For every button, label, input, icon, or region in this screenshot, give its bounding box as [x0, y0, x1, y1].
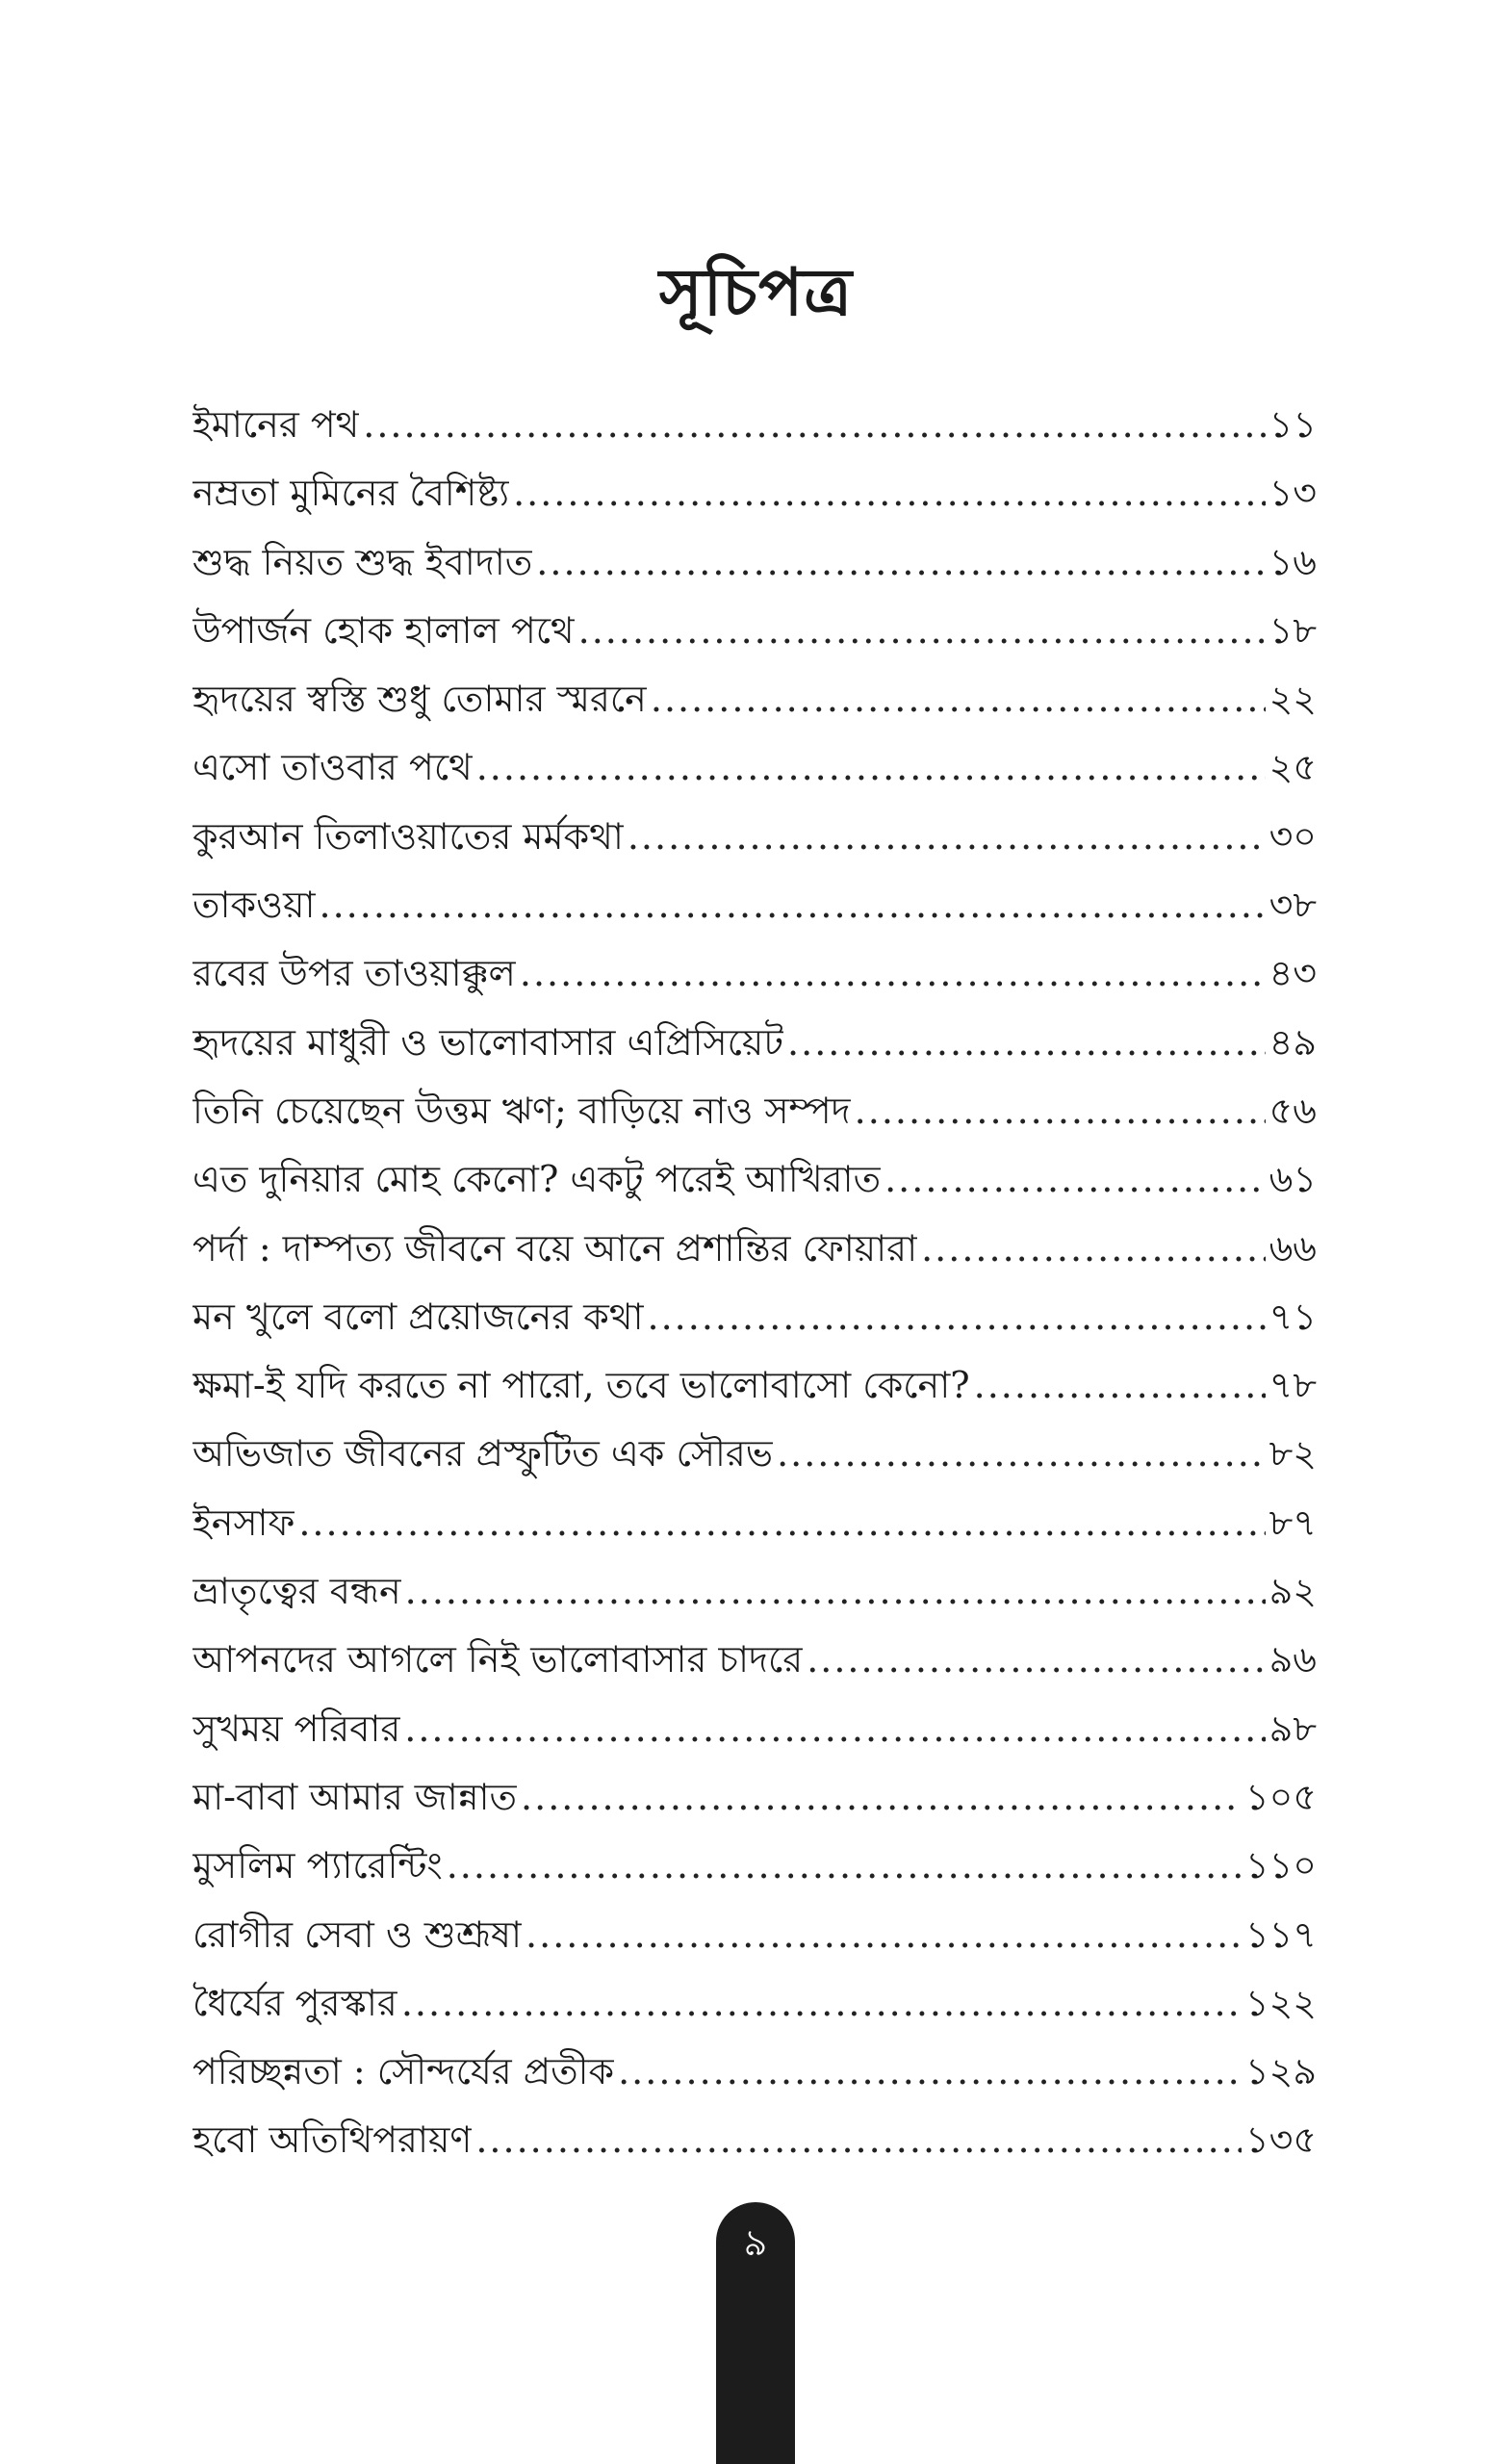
- dot-leader: [777, 1420, 1266, 1488]
- dot-leader: [447, 1832, 1242, 1900]
- toc-entry-page: ৭১: [1269, 1295, 1317, 1338]
- toc-entry-title: রবের উপর তাওয়াক্কুল: [192, 952, 516, 995]
- toc-entry-title: ইনসাফ: [192, 1501, 295, 1544]
- toc-entry: [192, 1901, 1317, 1969]
- dot-leader: [787, 1009, 1266, 1077]
- toc-entry-title: সুখময় পরিবার: [192, 1707, 401, 1750]
- toc-entry-page: ১৮: [1269, 608, 1317, 652]
- toc-entry-page: ৮২: [1269, 1432, 1317, 1476]
- toc-entry: [192, 597, 1317, 665]
- toc-entry-title: ধৈর্যের পুরস্কার: [192, 1981, 397, 2024]
- dot-leader: [320, 871, 1266, 939]
- toc-entry: [192, 1215, 1317, 1283]
- toc-entry-title: অভিজাত জীবনের প্রস্ফুটিত এক সৌরভ: [192, 1432, 774, 1476]
- toc-entry-page: ১৬: [1269, 540, 1317, 583]
- dot-leader: [513, 459, 1266, 527]
- toc-entry: [192, 1969, 1317, 2038]
- toc-entry: [192, 391, 1317, 459]
- dot-leader: [363, 391, 1265, 459]
- toc-entry: [192, 871, 1317, 939]
- dot-leader: [401, 1969, 1242, 2038]
- toc-entry-title: ইমানের পথ: [192, 403, 360, 446]
- toc-entry-page: ১৩: [1269, 472, 1317, 515]
- toc-entry: [192, 459, 1317, 527]
- dot-leader: [648, 1283, 1266, 1351]
- toc-entry: [192, 1351, 1317, 1420]
- toc-entry: [192, 803, 1317, 871]
- dot-leader: [521, 1763, 1242, 1832]
- toc-entry: [192, 1832, 1317, 1900]
- toc-entry-title: পর্দা : দাম্পত্য জীবনে বয়ে আনে প্রশান্তির ফোয়ারা: [192, 1226, 918, 1270]
- table-of-contents: [192, 391, 1317, 2175]
- toc-entry-page: ১৩৫: [1244, 2118, 1317, 2162]
- toc-entry-title: হৃদয়ের স্বস্তি শুধু তোমার স্মরনে: [192, 678, 647, 721]
- toc-entry-title: তাকওয়া: [192, 884, 316, 927]
- dot-leader: [475, 2106, 1242, 2174]
- dot-leader: [298, 1489, 1265, 1557]
- dot-leader: [536, 528, 1265, 597]
- dot-leader: [578, 597, 1266, 665]
- toc-entry: [192, 1763, 1317, 1832]
- toc-entry-title: আপনদের আগলে নিই ভালোবাসার চাদরে: [192, 1638, 804, 1681]
- toc-entry: [192, 665, 1317, 733]
- toc-entry: [192, 1145, 1317, 1214]
- toc-entry-title: শুদ্ধ নিয়ত শুদ্ধ ইবাদাত: [192, 540, 533, 583]
- dot-leader: [525, 1901, 1242, 1969]
- toc-entry-title: ভ্রাতৃত্বের বন্ধন: [192, 1570, 401, 1613]
- dot-leader: [651, 665, 1266, 733]
- toc-entry: [192, 1557, 1317, 1626]
- toc-entry-page: ৭৮: [1269, 1364, 1317, 1407]
- toc-entry-page: ১২২: [1244, 1981, 1317, 2024]
- toc-entry-page: ৫৬: [1269, 1089, 1317, 1132]
- toc-entry-page: ৪৩: [1269, 952, 1317, 995]
- toc-entry-page: ৮৭: [1269, 1501, 1317, 1544]
- toc-entry-page: ২৫: [1269, 746, 1317, 789]
- toc-entry-page: ৯২: [1269, 1570, 1317, 1613]
- toc-entry: [192, 939, 1317, 1008]
- dot-leader: [884, 1145, 1266, 1214]
- toc-entry: [192, 528, 1317, 597]
- toc-entry-title: মা-বাবা আমার জান্নাত: [192, 1775, 518, 1818]
- toc-entry-page: ৪৯: [1269, 1020, 1317, 1064]
- toc-entry: [192, 1695, 1317, 1763]
- toc-entry-title: উপার্জন হোক হালাল পথে: [192, 608, 575, 652]
- toc-entry-title: হবো অতিথিপরায়ণ: [192, 2118, 473, 2162]
- dot-leader: [974, 1351, 1266, 1420]
- toc-entry-page: ১১০: [1244, 1844, 1317, 1887]
- toc-entry-page: ৬৬: [1269, 1226, 1317, 1270]
- toc-entry-title: তিনি চেয়েছেন উত্তম ঋণ; বাড়িয়ে নাও সম্পদ: [192, 1089, 851, 1132]
- dot-leader: [855, 1077, 1266, 1145]
- page-title: সূচিপত্র: [658, 255, 854, 331]
- toc-entry-page: ৯৬: [1269, 1638, 1317, 1681]
- toc-entry: [192, 1489, 1317, 1557]
- toc-entry-page: ৬১: [1269, 1158, 1317, 1201]
- dot-leader: [520, 939, 1266, 1008]
- toc-entry-title: এত দুনিয়ার মোহ কেনো? একটু পরেই আখিরাত: [192, 1158, 882, 1201]
- dot-leader: [921, 1215, 1265, 1283]
- toc-entry-page: ৩০: [1269, 814, 1317, 858]
- toc-entry-page: ১০৫: [1244, 1775, 1317, 1818]
- toc-entry-title: পরিচ্ছন্নতা : সৌন্দর্যের প্রতীক: [192, 2050, 615, 2093]
- dot-leader: [618, 2038, 1242, 2106]
- toc-entry: [192, 733, 1317, 802]
- toc-entry-title: হৃদয়ের মাধুরী ও ভালোবাসার এপ্রিসিয়েট: [192, 1020, 784, 1064]
- toc-entry-page: ৯৮: [1269, 1707, 1317, 1750]
- toc-entry-page: ১২৯: [1244, 2050, 1317, 2093]
- toc-entry-title: রোগীর সেবা ও শুশ্রূষা: [192, 1912, 523, 1956]
- toc-entry: [192, 2106, 1317, 2174]
- toc-entry: [192, 1009, 1317, 1077]
- dot-leader: [404, 1695, 1265, 1763]
- toc-entry: [192, 1283, 1317, 1351]
- toc-entry-title: ক্ষমা-ই যদি করতে না পারো, তবে ভালোবাসো কেনো?: [192, 1364, 970, 1407]
- dot-leader: [807, 1626, 1265, 1694]
- toc-entry-title: নম্রতা মুমিনের বৈশিষ্ট্য: [192, 472, 510, 515]
- toc-entry: [192, 1420, 1317, 1488]
- toc-entry: [192, 1626, 1317, 1694]
- toc-entry: [192, 2038, 1317, 2106]
- toc-entry-page: ১১৭: [1244, 1912, 1317, 1956]
- toc-entry: [192, 1077, 1317, 1145]
- toc-entry-page: ৩৮: [1269, 884, 1317, 927]
- dot-leader: [476, 733, 1266, 802]
- toc-entry-title: এসো তাওবার পথে: [192, 746, 473, 789]
- page-number: ৯: [743, 2221, 768, 2264]
- toc-entry-page: ২২: [1269, 678, 1317, 721]
- toc-entry-title: মুসলিম প্যারেন্টিং: [192, 1844, 443, 1887]
- toc-entry-title: কুরআন তিলাওয়াতের মর্মকথা: [192, 814, 624, 858]
- dot-leader: [628, 803, 1266, 871]
- dot-leader: [405, 1557, 1266, 1626]
- toc-entry-page: ১১: [1269, 403, 1317, 446]
- toc-entry-title: মন খুলে বলো প্রয়োজনের কথা: [192, 1295, 644, 1338]
